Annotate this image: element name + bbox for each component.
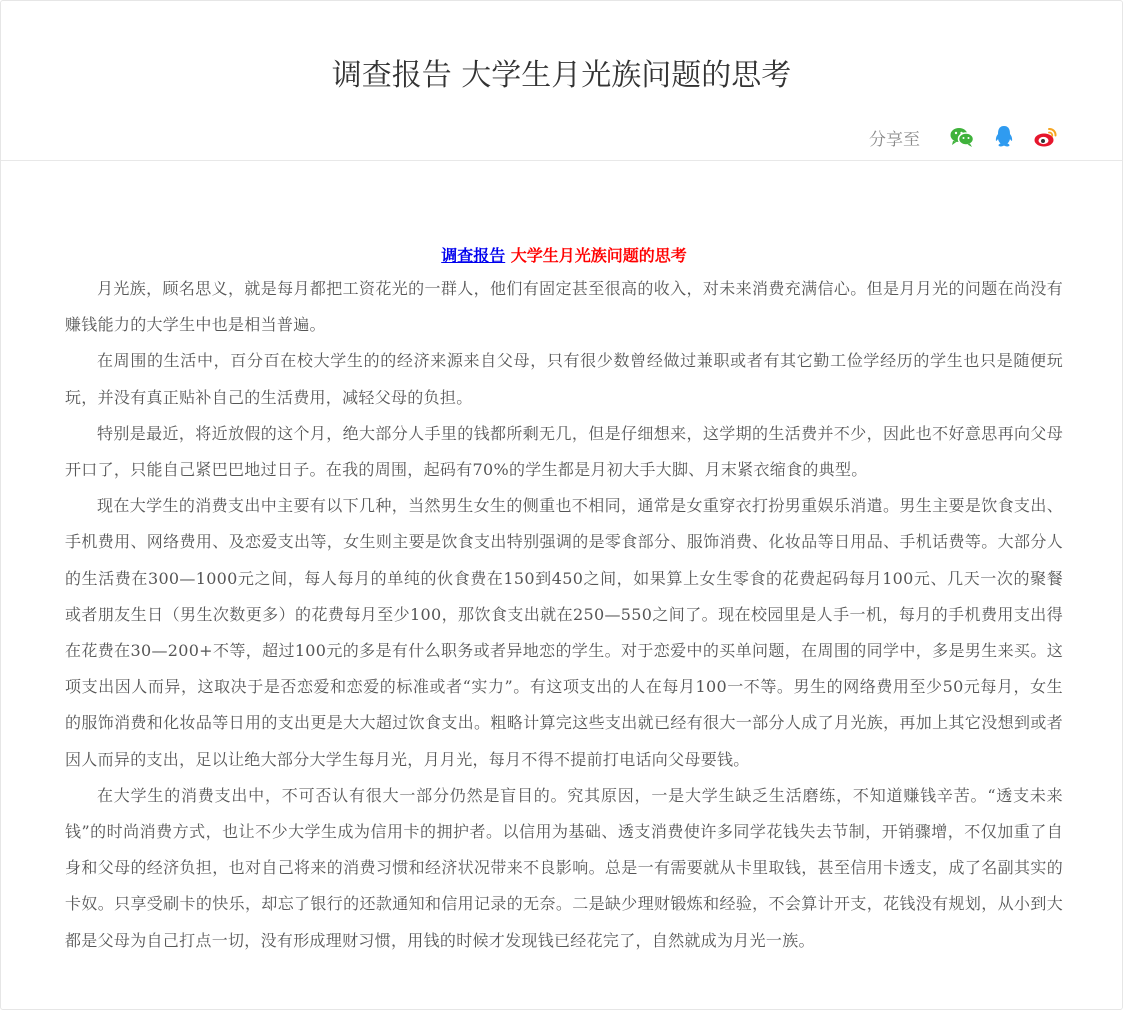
article-heading	[65, 241, 1063, 271]
article-body	[65, 241, 1063, 959]
qq-icon[interactable]	[990, 123, 1018, 151]
paragraph-4: 现在大学生的消费支出中主要有以下几种，当然男生女生的侧重也不相同，通常是女重穿衣打扮男重娱乐消遣。男生主要是饮食支出、手机费用、网络费用、及恋爱支出等，女生则主要是饮食支出特别强调的是零食部分、服饰消费、化妆品等日用品、手机话费等。大部分人的生活费在300—1000元之间，每人每月的单纯的伙食费在150到450之间，如果算上女生零食的花费起码每月100元、几天一次的聚餐或者朋友生日（男生次数更多）的花费每月至少100，那饮食支出就在250—550之间了。现在校园里是人手一机，每月的手机费用支出得在花费在30—200+不等，超过100元的多是有什么职务或者异地恋的学生。对于恋爱中的买单问题，在周围的同学中，多是男生来买。这项支出因人而异，这取决于是否恋爱和恋爱的标准或者“实力”。有这项支出的人在每月100一不等。男生的网络费用至少50元每月，女生的服饰消费和化妆品等日用的支出更是大大超过饮食支出。粗略计算完这些支出就已经有很大一部分人成了月光族，再加上其它没想到或者因人而异的支出，足以让绝大部分大学生每月光，月月光，每月不得不提前打电话向父母要钱。	[65, 496, 1063, 769]
wechat-icon[interactable]	[948, 123, 976, 151]
weibo-icon[interactable]	[1032, 123, 1060, 151]
paragraph-5: 在大学生的消费支出中，不可否认有很大一部分仍然是盲目的。究其原因，一是大学生缺乏生活磨练，不知道赚钱辛苦。“透支未来钱”的时尚消费方式，也让不少大学生成为信用卡的拥护者。以信用为基础、透支消费使许多同学花钱失去节制，开销骤增，不仅加重了自身和父母的经济负担，也对自己将来的消费习惯和经济状况带来不良影响。总是一有需要就从卡里取钱，甚至信用卡透支，成了名副其实的卡奴。只享受刷卡的快乐，却忘了银行的还款通知和信用记录的无奈。二是缺少理财锻炼和经验，不会算计开支，花钱没有规划，从小到大都是父母为自己打点一切，没有形成理财习惯，用钱的时候才发现钱已经花完了，自然就成为月光一族。	[65, 785, 1063, 950]
page-title: 调查报告 大学生月光族问题的思考	[331, 58, 792, 93]
share-label: 分享至	[869, 129, 920, 150]
heading-link[interactable]: 调查报告	[441, 246, 506, 265]
article-header	[1, 1, 1122, 161]
paragraph-2: 在周围的生活中，百分百在校大学生的的经济来源来自父母，只有很少数曾经做过兼职或者有其它勤工俭学经历的学生也只是随便玩玩，并没有真正贴补自己的生活费用，减轻父母的负担。	[65, 351, 1063, 407]
heading-text: 大学生月光族问题的思考	[505, 246, 687, 265]
share-bar	[869, 123, 1060, 151]
paragraph-3: 特别是最近，将近放假的这个月，绝大部分人手里的钱都所剩无几，但是仔细想来，这学期的生活费并不少，因此也不好意思再向父母开口了，只能自己紧巴巴地过日子。在我的周围，起码有70%的学生都是月初大手大脚、月末紧衣缩食的典型。	[65, 423, 1063, 480]
paragraph-1: 月光族，顾名思义，就是每月都把工资花光的一群人，他们有固定甚至很高的收入，对未来消费充满信心。但是月月光的问题在尚没有赚钱能力的大学生中也是相当普遍。	[65, 279, 1063, 335]
